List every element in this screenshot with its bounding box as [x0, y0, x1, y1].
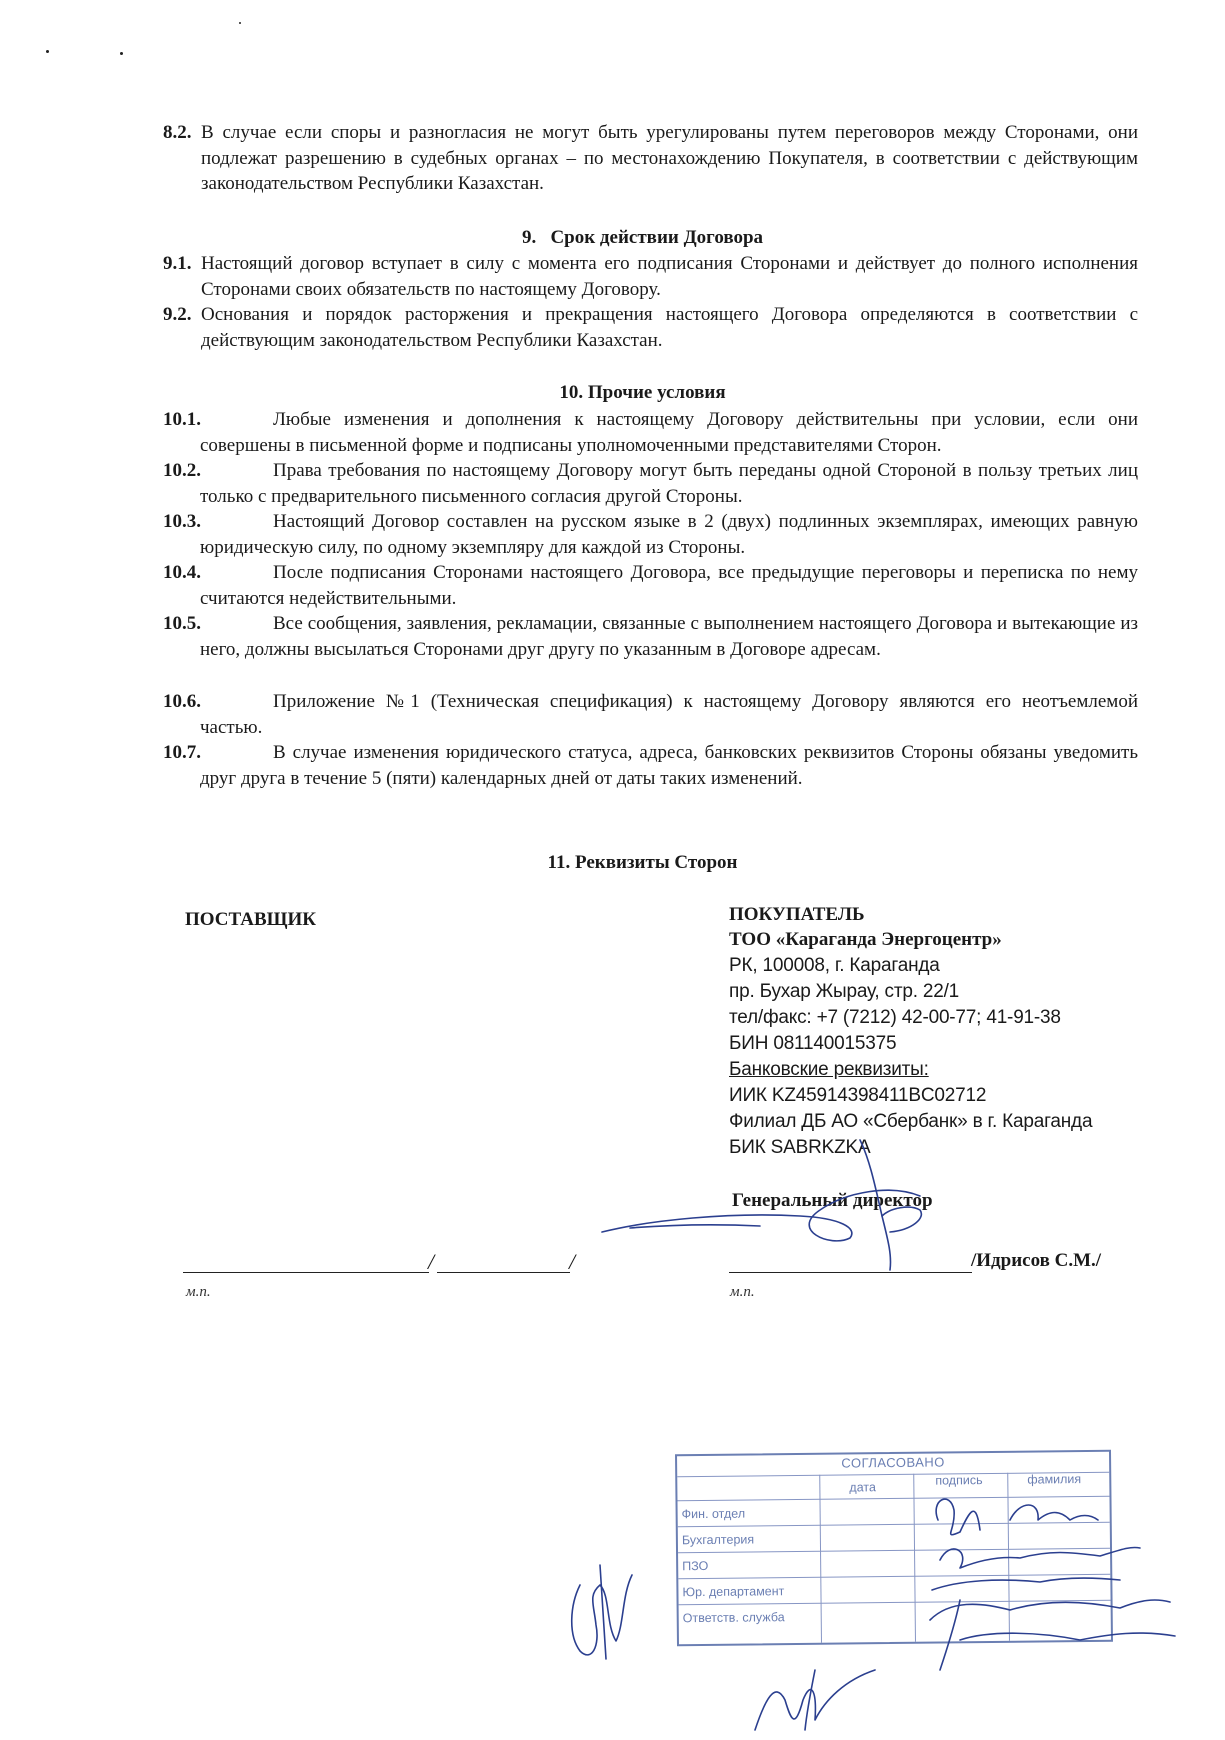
clause-number: 10.6. — [163, 691, 201, 712]
clause-10-1 — [163, 407, 1138, 458]
clause-number: 10.2. — [163, 460, 201, 481]
clause-text: Настоящий Договор составлен на русском языке в 2 (двух) подлинных экземплярах, имеющих равную юридическую силу, по одному экземпляру для каждой из Стороны. — [200, 511, 1138, 558]
section-10-heading: 10. Прочие условия — [559, 382, 726, 403]
clause-number: 9.2. — [163, 304, 192, 325]
bank-iik-line: ИИК KZ45914398411BC02712 — [729, 1085, 987, 1106]
clause-text: В случае если споры и разногласия не могут быть урегулированы путем переговоров между Сторонами, они подлежат разрешению в судебных органах – по местонахождению Покупателя, в соответствии с действующим законодательством Республики Казахстан. — [201, 122, 1138, 194]
clause-text: Все сообщения, заявления, рекламации, связанные с выполнением настоящего Договора и вытекающие из него, должны высылаться Сторонами друг другу по указанным в Договоре адресам. — [200, 613, 1138, 660]
director-title: Генеральный директор — [732, 1190, 933, 1211]
supplier-signature-line — [183, 1272, 429, 1273]
buyer-street-line: пр. Бухар Жырау, стр. 22/1 — [729, 981, 960, 1002]
clause-number: 10.1. — [163, 409, 201, 430]
scan-speck — [120, 52, 123, 55]
clause-text: Любые изменения и дополнения к настоящему Договору действительны при условии, если они совершены в письменной форме и подписаны уполномоченными представителями Сторон. — [200, 409, 1138, 456]
clause-number: 10.3. — [163, 511, 201, 532]
stamp-row-pzo: ПЗО — [682, 1558, 709, 1574]
section-11-heading: 11. Реквизиты Сторон — [547, 852, 738, 873]
stamp-row-finance: Фин. отдел — [681, 1506, 746, 1522]
stamp-column-date: дата — [849, 1480, 876, 1495]
clause-10-7 — [163, 740, 1138, 791]
buyer-company-name: ТОО «Караганда Энергоцентр» — [729, 929, 1002, 950]
stamp-row-responsible: Ответств. служба — [682, 1610, 785, 1626]
buyer-address-line: РК, 100008, г. Караганда — [729, 955, 940, 976]
supplier-label: ПОСТАВЩИК — [185, 909, 317, 930]
clause-text: В случае изменения юридического статуса, адреса, банковских реквизитов Стороны обязаны уведомить друг друга в течение 5 (пяти) календарных дней от даты таких изменений. — [200, 742, 1138, 789]
bottom-scribble-signature — [745, 1660, 885, 1740]
section-9-heading: 9. Срок действии Договора — [521, 227, 764, 248]
bank-bik-line: БИК SABRKZKA — [729, 1137, 871, 1158]
signature-slash: / — [428, 1249, 435, 1274]
clause-text: Права требования по настоящему Договору могут быть переданы одной Стороной в пользу третьих лиц только с предварительного письменного согласия другой Стороны. — [200, 460, 1138, 507]
clause-10-5 — [163, 611, 1138, 662]
clause-9-2 — [163, 302, 1138, 353]
bank-branch-line: Филиал ДБ АО «Сбербанк» в г. Караганда — [729, 1111, 1093, 1132]
clause-10-6 — [163, 689, 1138, 740]
approval-signatures — [920, 1480, 1180, 1680]
stamp-title: СОГЛАСОВАНО — [841, 1454, 945, 1471]
left-initials-signature — [560, 1555, 650, 1665]
scan-speck — [46, 50, 49, 53]
stamp-divider — [913, 1474, 916, 1642]
director-signature — [590, 1120, 990, 1280]
clause-number: 8.2. — [163, 122, 192, 143]
signature-slash: / — [569, 1249, 576, 1274]
director-name: /Идрисов С.М./ — [971, 1250, 1102, 1271]
buyer-label: ПОКУПАТЕЛЬ — [729, 904, 865, 925]
buyer-bin-line: БИН 081140015375 — [729, 1033, 897, 1054]
stamp-column-surname: фамилия — [1027, 1472, 1082, 1487]
stamp-place-right: м.п. — [730, 1284, 755, 1300]
clause-number: 10.4. — [163, 562, 201, 583]
clause-number: 9.1. — [163, 253, 192, 274]
clause-9-1 — [163, 251, 1138, 302]
stamp-place-left: м.п. — [186, 1284, 211, 1300]
stamp-divider — [819, 1475, 822, 1643]
buyer-phone-line: тел/факс: +7 (7212) 42-00-77; 41-91-38 — [729, 1007, 1061, 1028]
clause-10-3 — [163, 509, 1138, 560]
stamp-column-signature: подпись — [935, 1473, 983, 1488]
clause-text: После подписания Сторонами настоящего Договора, все предыдущие переговоры и переписка по нему считаются недействительными. — [200, 562, 1138, 609]
stamp-row-legal: Юр. департамент — [682, 1584, 785, 1600]
clause-text: Приложение №1 (Техническая спецификация) к настоящему Договору являются его неотъемлемой частью. — [200, 691, 1138, 738]
supplier-name-line — [437, 1272, 570, 1273]
scan-speck — [239, 22, 241, 24]
clause-number: 10.5. — [163, 613, 201, 634]
stamp-row-accounting: Бухгалтерия — [681, 1532, 755, 1548]
clause-text: Настоящий договор вступает в силу с момента его подписания Сторонами и действует до полного исполнения Сторонами своих обязательств по настоящему Договору. — [201, 253, 1138, 300]
clause-number: 10.7. — [163, 742, 201, 763]
bank-details-label: Банковские реквизиты: — [729, 1059, 929, 1080]
clause-8-2 — [163, 120, 1138, 197]
clause-10-2 — [163, 458, 1138, 509]
clause-10-4 — [163, 560, 1138, 611]
clause-text: Основания и порядок расторжения и прекращения настоящего Договора определяются в соответствии с действующим законодательством Республики Казахстан. — [201, 304, 1138, 351]
